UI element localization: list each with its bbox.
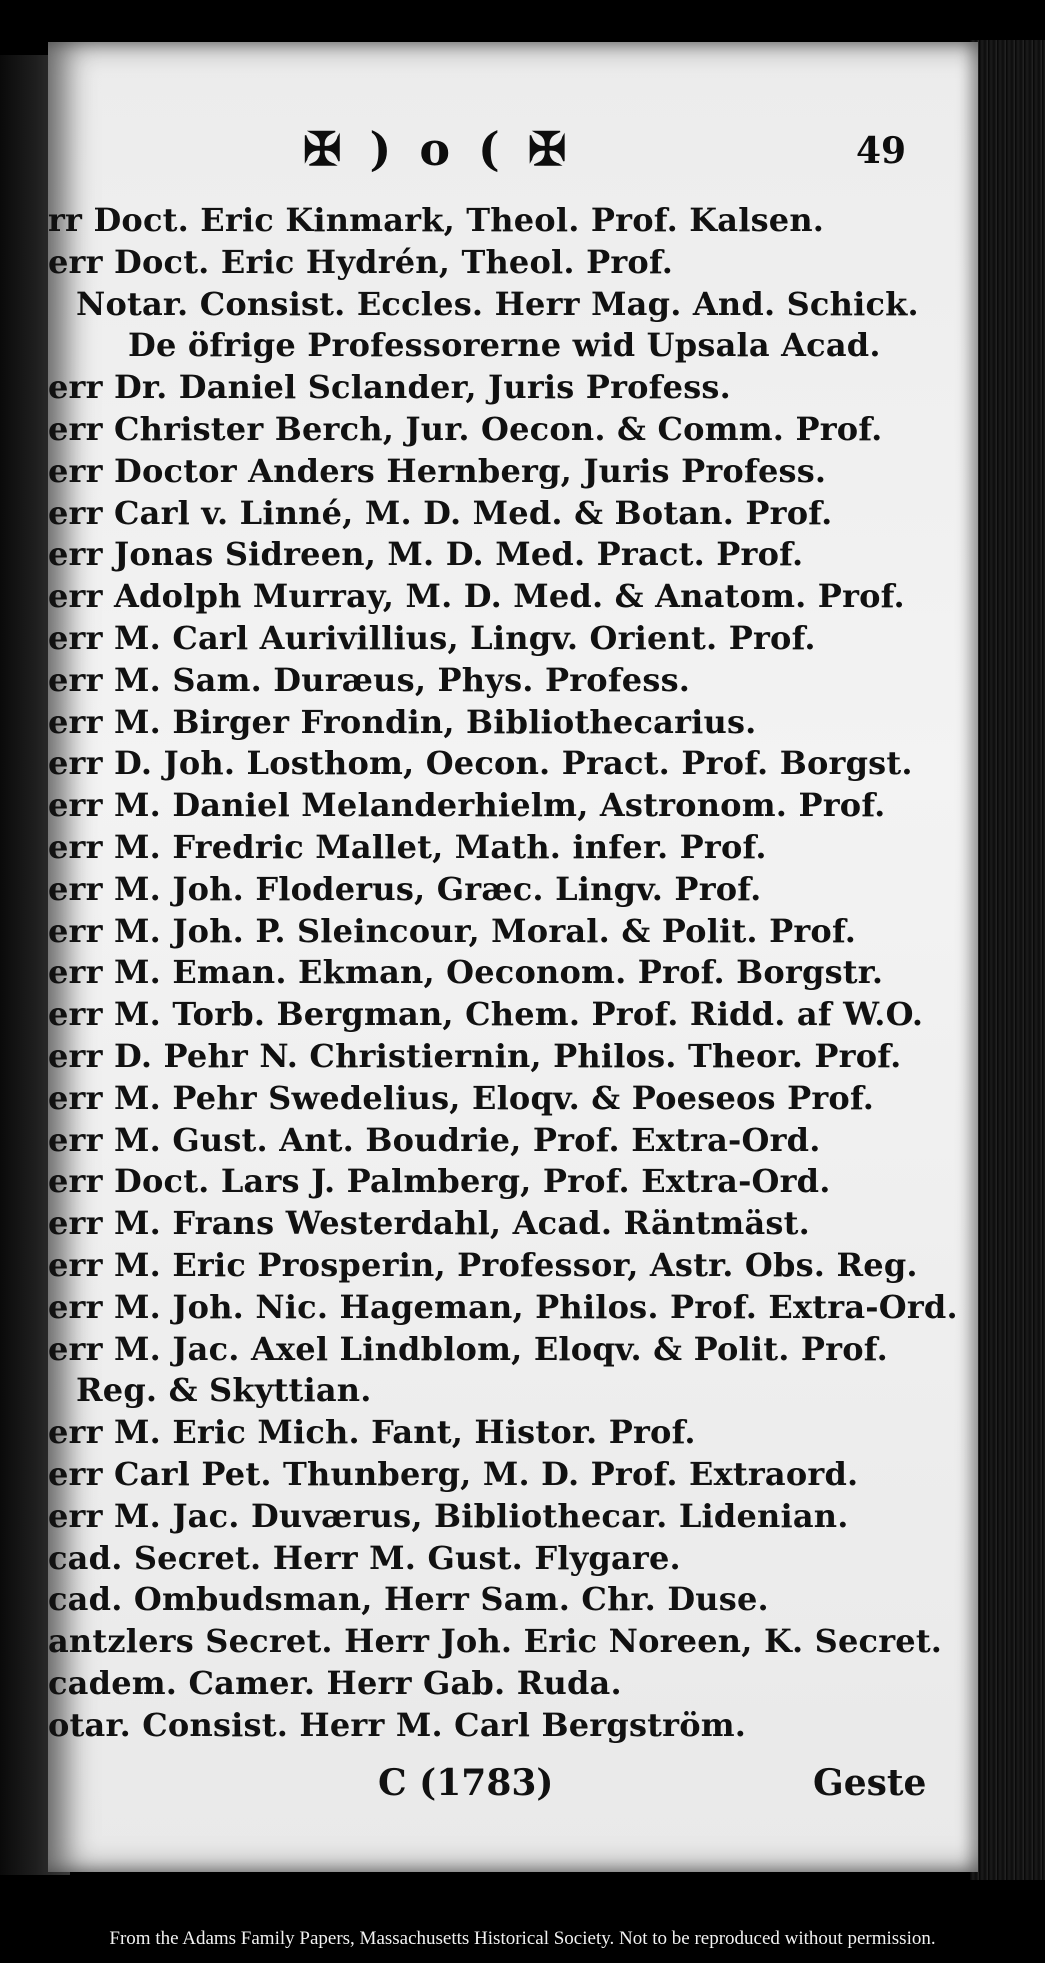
list-item: err Jonas Sidreen, M. D. Med. Pract. Prof. [48, 535, 804, 574]
list-item: err M. Torb. Bergman, Chem. Prof. Ridd. af W.O. [48, 995, 924, 1034]
head-ornament: ✠ ) o ( ✠ [303, 122, 573, 176]
list-item: err M. Carl Aurivillius, Lingv. Orient. Prof. [48, 618, 816, 657]
running-head [48, 122, 978, 192]
catchword: Geste [813, 1762, 927, 1804]
page-edges [970, 40, 1045, 1880]
list-item: err M. Joh. Nic. Hageman, Philos. Prof. Extra-Ord. [48, 1287, 958, 1326]
list-item: De öfrige Professorerne wid Upsala Acad. [128, 326, 881, 365]
list-item: otar. Consist. Herr M. Carl Bergström. [48, 1705, 747, 1744]
list-item: err Doct. Eric Hydrén, Theol. Prof. [48, 242, 674, 281]
list-item: err M. Gust. Ant. Boudrie, Prof. Extra-Ord. [48, 1120, 821, 1159]
list-item: err M. Eric Mich. Fant, Histor. Prof. [48, 1413, 696, 1452]
list-item: cadem. Camer. Herr Gab. Ruda. [48, 1663, 622, 1702]
list-item: Notar. Consist. Eccles. Herr Mag. And. Schick. [76, 284, 919, 323]
list-item: err M. Joh. Floderus, Græc. Lingv. Prof. [48, 869, 762, 908]
list-item: err M. Jac. Axel Lindblom, Eloqv. & Polit. Prof. [48, 1329, 888, 1368]
list-item: rr Doct. Eric Kinmark, Theol. Prof. Kalsen. [48, 201, 825, 239]
list-item: err Doctor Anders Hernberg, Juris Profess. [48, 451, 827, 490]
list-item: err M. Pehr Swedelius, Eloqv. & Poeseos Prof. [48, 1078, 875, 1117]
book-page [48, 42, 978, 1872]
list-item: err Adolph Murray, M. D. Med. & Anatom. Prof. [48, 577, 905, 616]
list-item: antzlers Secret. Herr Joh. Eric Noreen, K. Secret. [48, 1622, 943, 1661]
signature-mark: C (1783) [378, 1762, 554, 1804]
list-item: err Dr. Daniel Sclander, Juris Profess. [48, 368, 731, 407]
list-item: err Christer Berch, Jur. Oecon. & Comm. Prof. [48, 409, 883, 448]
list-item: err M. Frans Westerdahl, Acad. Räntmäst. [48, 1204, 810, 1243]
page-footer [48, 1762, 978, 1812]
list-item: err M. Jac. Duværus, Bibliothecar. Lidenian. [48, 1496, 849, 1535]
list-item: err Carl Pet. Thunberg, M. D. Prof. Extraord. [48, 1454, 859, 1493]
list-item: err M. Fredric Mallet, Math. infer. Prof. [48, 827, 767, 866]
list-item: err D. Joh. Losthom, Oecon. Pract. Prof. Borgst. [48, 744, 913, 783]
list-item: err M. Eric Prosperin, Professor, Astr. Obs. Reg. [48, 1245, 918, 1284]
list-item: Reg. & Skyttian. [76, 1371, 372, 1410]
list-item: err M. Eman. Ekman, Oeconom. Prof. Borgstr. [48, 953, 884, 992]
list-item: err M. Sam. Duræus, Phys. Profess. [48, 660, 691, 699]
list-item: err M. Birger Frondin, Bibliothecarius. [48, 702, 757, 741]
list-item: err M. Joh. P. Sleincour, Moral. & Polit. Prof. [48, 911, 857, 950]
copyright-notice: From the Adams Family Papers, Massachusetts Historical Society. Not to be reproduced without permission. [109, 1928, 936, 1949]
entry-list [48, 200, 978, 1746]
list-item: err D. Pehr N. Christiernin, Philos. Theor. Prof. [48, 1036, 902, 1075]
list-item: cad. Ombudsman, Herr Sam. Chr. Duse. [48, 1580, 769, 1619]
list-item: err M. Daniel Melanderhielm, Astronom. Prof. [48, 786, 886, 825]
list-item: err Carl v. Linné, M. D. Med. & Botan. Prof. [48, 493, 833, 532]
page-number: 49 [856, 130, 907, 172]
list-item: cad. Secret. Herr M. Gust. Flygare. [48, 1538, 681, 1577]
list-item: err Doct. Lars J. Palmberg, Prof. Extra-Ord. [48, 1162, 831, 1201]
